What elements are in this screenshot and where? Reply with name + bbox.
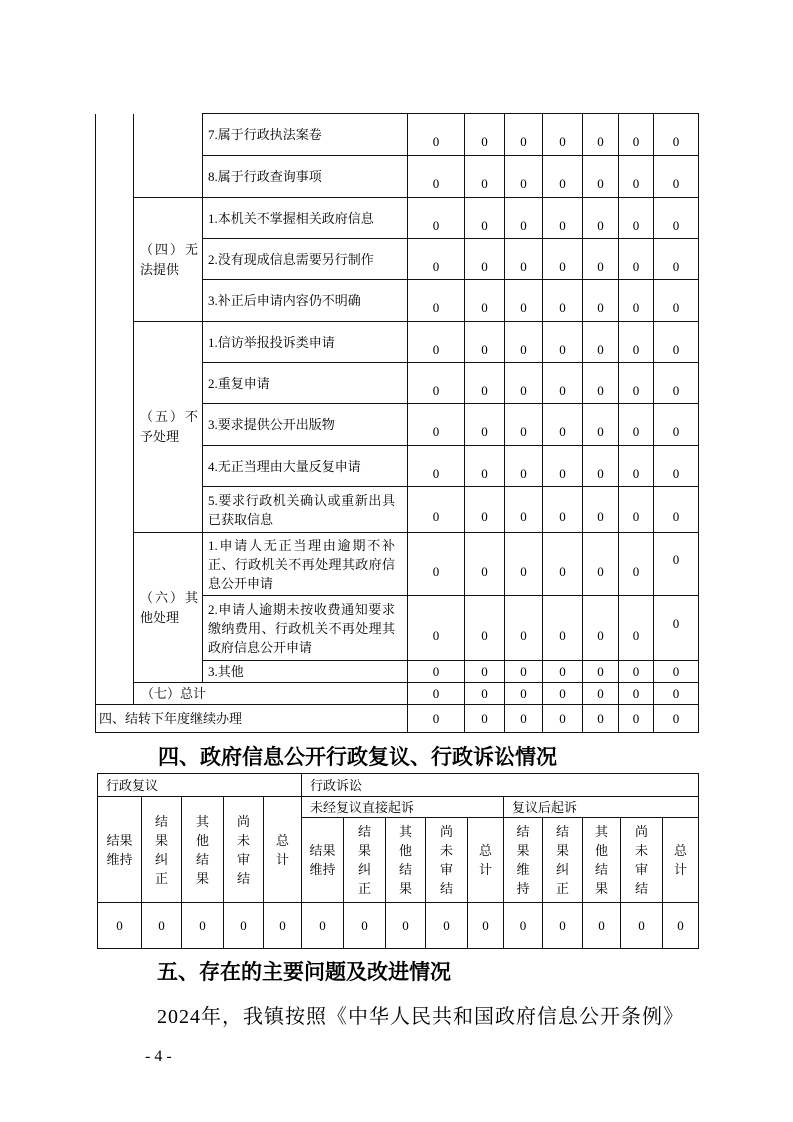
column-header: [621, 818, 663, 903]
value-cell: 0: [583, 533, 619, 596]
value-cell: 0: [543, 363, 583, 404]
value-cell: 0: [654, 533, 699, 596]
value-cell: 0: [465, 322, 505, 363]
value-cell: 0: [465, 198, 505, 239]
value-cell: 0: [505, 661, 543, 683]
item-label: 1.本机关不掌握相关政府信息: [203, 198, 408, 239]
value-cell: 0: [465, 114, 505, 156]
body-paragraph: 2024年，我镇按照《中华人民共和国政府信息公开条例》: [157, 1006, 684, 1028]
column-header: [344, 818, 386, 903]
table-row: [98, 903, 699, 949]
value-cell: 0: [654, 239, 699, 280]
group-label-cell: [134, 114, 203, 198]
column-header: [264, 797, 302, 903]
value-cell: 0: [386, 903, 426, 949]
value-cell: 0: [543, 280, 583, 322]
item-label: 5.要求行政机关确认或重新出具已获取信息: [203, 487, 408, 533]
column-header: [98, 797, 142, 903]
column-header-text: 总计: [276, 832, 290, 867]
value-cell: 0: [465, 705, 505, 733]
value-cell: 0: [654, 705, 699, 733]
value-cell: 0: [408, 363, 465, 404]
review-header: 行政复议: [98, 774, 302, 797]
value-cell: 0: [543, 683, 583, 705]
value-cell: 0: [408, 705, 465, 733]
value-cell: 0: [505, 533, 543, 596]
value-cell: 0: [465, 239, 505, 280]
value-cell: 0: [505, 322, 543, 363]
value-cell: 0: [505, 487, 543, 533]
column-header-text: 结果维持: [309, 843, 336, 877]
page-number: - 4 -: [145, 1048, 172, 1065]
section-heading-problems-improvements: 五、存在的主要问题及改进情况: [157, 961, 451, 984]
carryover-row: [96, 705, 699, 733]
group-label-not-processed: （五）不予处理: [134, 322, 203, 533]
column-header-text: 结果维持: [106, 832, 133, 867]
litigation-header: 行政诉讼: [302, 774, 699, 797]
value-cell: 0: [583, 683, 619, 705]
value-cell: 0: [465, 596, 505, 661]
value-cell: 0: [302, 903, 344, 949]
value-cell: 0: [583, 705, 619, 733]
column-header: [302, 818, 344, 903]
value-cell: 0: [465, 280, 505, 322]
table-row: [96, 198, 699, 239]
value-cell: 0: [619, 533, 654, 596]
column-header: [142, 797, 182, 903]
value-cell: 0: [408, 683, 465, 705]
column-header-text: 尚未审结: [440, 824, 454, 896]
value-cell: 0: [583, 903, 621, 949]
value-cell: 0: [344, 903, 386, 949]
value-cell: 0: [654, 404, 699, 446]
value-cell: 0: [619, 363, 654, 404]
value-cell: 0: [408, 487, 465, 533]
value-cell: 0: [543, 114, 583, 156]
value-cell: 0: [619, 661, 654, 683]
item-label: 4.无正当理由大量反复申请: [203, 446, 408, 487]
column-header: [583, 818, 621, 903]
value-cell: 0: [619, 683, 654, 705]
value-cell: 0: [505, 446, 543, 487]
value-cell: 0: [505, 596, 543, 661]
value-cell: 0: [654, 661, 699, 683]
after-review-litigation-header: 复议后起诉: [504, 797, 699, 818]
value-cell: 0: [465, 446, 505, 487]
column-header-text: 总计: [674, 843, 688, 877]
value-cell: 0: [583, 280, 619, 322]
value-cell: 0: [505, 114, 543, 156]
value-cell: 0: [619, 156, 654, 198]
item-label: 2.重复申请: [203, 363, 408, 404]
item-label: 3.补正后申请内容仍不明确: [203, 280, 408, 322]
value-cell: 0: [408, 280, 465, 322]
value-cell: 0: [505, 156, 543, 198]
value-cell: 0: [654, 596, 699, 661]
column-header: [426, 818, 468, 903]
value-cell: 0: [408, 661, 465, 683]
value-cell: 0: [619, 322, 654, 363]
column-header-text: 其他结果: [399, 824, 413, 896]
column-header-text: 结果纠正: [358, 824, 372, 896]
value-cell: 0: [583, 661, 619, 683]
column-header: [386, 818, 426, 903]
value-cell: 0: [543, 156, 583, 198]
column-header-text: 尚未审结: [635, 824, 649, 896]
value-cell: 0: [465, 487, 505, 533]
value-cell: 0: [543, 596, 583, 661]
value-cell: 0: [654, 156, 699, 198]
value-cell: 0: [543, 661, 583, 683]
value-cell: 0: [408, 446, 465, 487]
value-cell: 0: [543, 404, 583, 446]
value-cell: 0: [654, 363, 699, 404]
value-cell: 0: [654, 683, 699, 705]
item-label: 2.申请人逾期未按收费通知要求缴纳费用、行政机关不再处理其政府信息公开申请: [203, 596, 408, 661]
total-label: （七）总计: [134, 683, 408, 705]
value-cell: 0: [619, 446, 654, 487]
value-cell: 0: [619, 198, 654, 239]
item-label: 8.属于行政查询事项: [203, 156, 408, 198]
value-cell: 0: [98, 903, 142, 949]
outer-category-cell: [96, 114, 134, 705]
column-header: [182, 797, 224, 903]
item-label: 7.属于行政执法案卷: [203, 114, 408, 156]
value-cell: 0: [654, 198, 699, 239]
table-row: [96, 114, 699, 156]
value-cell: 0: [583, 114, 619, 156]
value-cell: 0: [264, 903, 302, 949]
column-header: [224, 797, 264, 903]
value-cell: 0: [465, 683, 505, 705]
value-cell: 0: [505, 363, 543, 404]
value-cell: 0: [408, 596, 465, 661]
column-header: [504, 818, 543, 903]
value-cell: 0: [543, 903, 583, 949]
value-cell: 0: [583, 239, 619, 280]
value-cell: 0: [543, 533, 583, 596]
value-cell: 0: [583, 363, 619, 404]
value-cell: 0: [654, 114, 699, 156]
value-cell: 0: [583, 446, 619, 487]
value-cell: 0: [654, 280, 699, 322]
table-row: [96, 533, 699, 596]
value-cell: 0: [504, 903, 543, 949]
value-cell: 0: [505, 280, 543, 322]
value-cell: 0: [654, 322, 699, 363]
table-header-row: [98, 774, 699, 797]
value-cell: 0: [408, 322, 465, 363]
value-cell: 0: [543, 446, 583, 487]
value-cell: 0: [543, 198, 583, 239]
value-cell: 0: [468, 903, 504, 949]
value-cell: 0: [543, 239, 583, 280]
value-cell: 0: [654, 487, 699, 533]
item-label: 1.申请人无正当理由逾期不补正、行政机关不再处理其政府信息公开申请: [203, 533, 408, 596]
value-cell: 0: [408, 114, 465, 156]
value-cell: 0: [663, 903, 699, 949]
value-cell: 0: [621, 903, 663, 949]
value-cell: 0: [505, 198, 543, 239]
column-header: [663, 818, 699, 903]
value-cell: 0: [654, 446, 699, 487]
section-heading-review-litigation: 四、政府信息公开行政复议、行政诉讼情况: [158, 746, 557, 769]
value-cell: 0: [142, 903, 182, 949]
value-cell: 0: [583, 404, 619, 446]
item-label: 3.要求提供公开出版物: [203, 404, 408, 446]
column-header-text: 结果维持: [516, 824, 530, 896]
value-cell: 0: [583, 156, 619, 198]
item-label: 1.信访举报投诉类申请: [203, 322, 408, 363]
value-cell: 0: [224, 903, 264, 949]
group-label-other-processing: （六）其他处理: [134, 533, 203, 683]
table-header-row: [98, 797, 699, 818]
direct-litigation-header: 未经复议直接起诉: [302, 797, 504, 818]
value-cell: 0: [583, 596, 619, 661]
value-cell: 0: [543, 705, 583, 733]
column-header-text: 其他结果: [196, 813, 210, 886]
value-cell: 0: [619, 404, 654, 446]
application-handling-table: [95, 113, 699, 733]
value-cell: 0: [619, 114, 654, 156]
value-cell: 0: [619, 596, 654, 661]
value-cell: 0: [182, 903, 224, 949]
value-cell: 0: [505, 683, 543, 705]
value-cell: 0: [426, 903, 468, 949]
value-cell: 0: [619, 705, 654, 733]
item-label: 3.其他: [203, 661, 408, 683]
value-cell: 0: [465, 156, 505, 198]
value-cell: 0: [465, 363, 505, 404]
item-label: 2.没有现成信息需要另行制作: [203, 239, 408, 280]
value-cell: 0: [619, 239, 654, 280]
value-cell: 0: [465, 404, 505, 446]
value-cell: 0: [465, 661, 505, 683]
value-cell: 0: [408, 156, 465, 198]
column-header: [468, 818, 504, 903]
total-row: [96, 683, 699, 705]
value-cell: 0: [583, 487, 619, 533]
column-header-text: 总计: [479, 843, 493, 877]
value-cell: 0: [408, 198, 465, 239]
value-cell: 0: [408, 239, 465, 280]
value-cell: 0: [505, 239, 543, 280]
value-cell: 0: [619, 280, 654, 322]
value-cell: 0: [408, 533, 465, 596]
column-header: [543, 818, 583, 903]
carryover-label: 四、结转下年度继续办理: [96, 705, 408, 733]
group-label-unable-to-provide: （四）无法提供: [134, 198, 203, 322]
review-litigation-table: [97, 773, 699, 949]
value-cell: 0: [543, 487, 583, 533]
value-cell: 0: [465, 533, 505, 596]
column-header-text: 结果纠正: [155, 813, 169, 886]
value-cell: 0: [619, 487, 654, 533]
value-cell: 0: [583, 198, 619, 239]
value-cell: 0: [505, 404, 543, 446]
column-header-text: 其他结果: [595, 824, 609, 896]
column-header-text: 尚未审结: [237, 813, 251, 886]
value-cell: 0: [543, 322, 583, 363]
column-header-text: 结果纠正: [556, 824, 570, 896]
value-cell: 0: [583, 322, 619, 363]
value-cell: 0: [505, 705, 543, 733]
table-row: [96, 322, 699, 363]
value-cell: 0: [408, 404, 465, 446]
